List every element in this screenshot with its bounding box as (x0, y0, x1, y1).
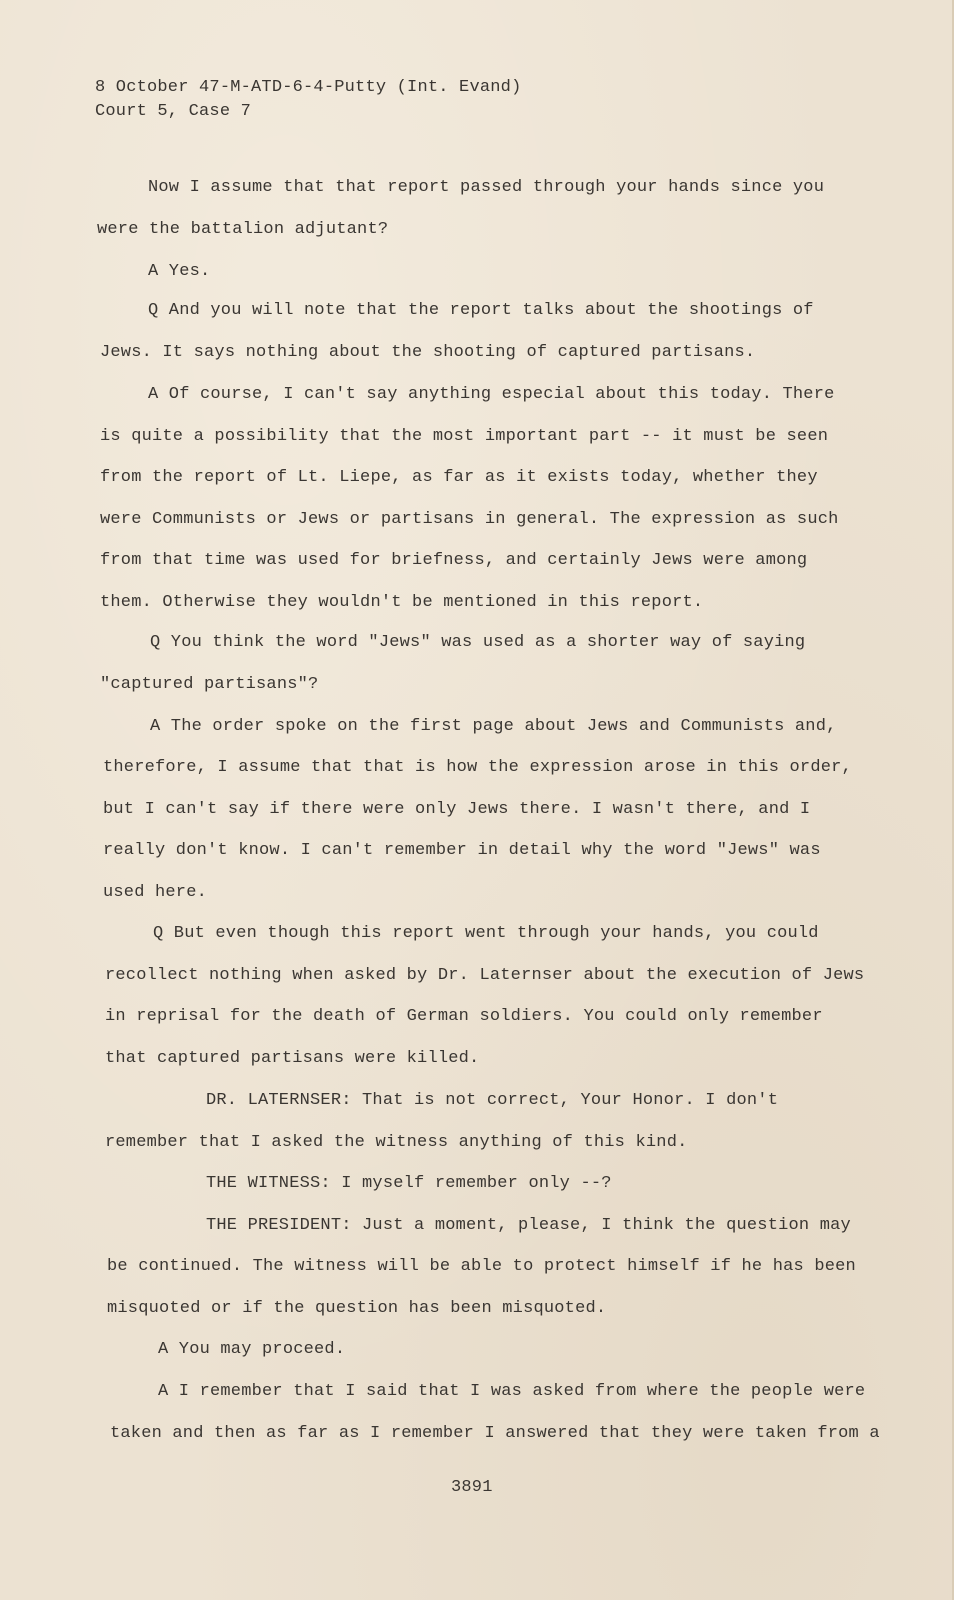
body-line: from that time was used for briefness, and certainly Jews were among (100, 551, 808, 570)
body-line: Q And you will note that the report talks about the shootings of (148, 301, 814, 320)
body-line: Q But even though this report went through your hands, you could (153, 924, 819, 943)
body-line: therefore, I assume that that is how the expression arose in this order, (103, 758, 852, 777)
header-date-reference: 8 October 47-M-ATD-6-4-Putty (Int. Evand) (95, 78, 522, 97)
body-line: were Communists or Jews or partisans in general. The expression as such (100, 510, 839, 529)
body-line: A You may proceed. (158, 1340, 346, 1359)
header-court-case: Court 5, Case 7 (95, 102, 252, 121)
body-line: remember that I asked the witness anything of this kind. (105, 1133, 688, 1152)
body-line: but I can't say if there were only Jews there. I wasn't there, and I (103, 800, 811, 819)
body-line: recollect nothing when asked by Dr. Laternser about the execution of Jews (105, 966, 865, 985)
body-line: A I remember that I said that I was asked from where the people were (158, 1382, 866, 1401)
page-number: 3891 (451, 1478, 493, 1497)
body-line: that captured partisans were killed. (105, 1049, 480, 1068)
body-line: DR. LATERNSER: That is not correct, Your Honor. I don't (206, 1091, 779, 1110)
body-line: "captured partisans"? (100, 675, 319, 694)
body-line: misquoted or if the question has been misquoted. (107, 1299, 607, 1318)
body-line: THE PRESIDENT: Just a moment, please, I think the question may (206, 1216, 851, 1235)
body-line: from the report of Lt. Liepe, as far as it exists today, whether they (100, 468, 818, 487)
body-line: THE WITNESS: I myself remember only --? (206, 1174, 612, 1193)
body-line: A The order spoke on the first page about Jews and Communists and, (150, 717, 837, 736)
body-line: used here. (103, 883, 208, 902)
body-line: A Of course, I can't say anything especial about this today. There (148, 385, 835, 404)
body-line: is quite a possibility that the most important part -- it must be seen (100, 427, 829, 446)
body-line: really don't know. I can't remember in detail why the word "Jews" was (103, 841, 821, 860)
body-line: be continued. The witness will be able to protect himself if he has been (107, 1257, 856, 1276)
body-line: A Yes. (148, 262, 211, 281)
body-line: Jews. It says nothing about the shooting of captured partisans. (100, 343, 756, 362)
body-line: in reprisal for the death of German soldiers. You could only remember (105, 1007, 823, 1026)
body-line: them. Otherwise they wouldn't be mentioned in this report. (100, 593, 704, 612)
body-line: were the battalion adjutant? (97, 220, 389, 239)
body-line: Q You think the word "Jews" was used as a shorter way of saying (150, 633, 806, 652)
body-line: taken and then as far as I remember I answered that they were taken from a (110, 1424, 880, 1443)
body-line: Now I assume that that report passed through your hands since you (148, 178, 825, 197)
